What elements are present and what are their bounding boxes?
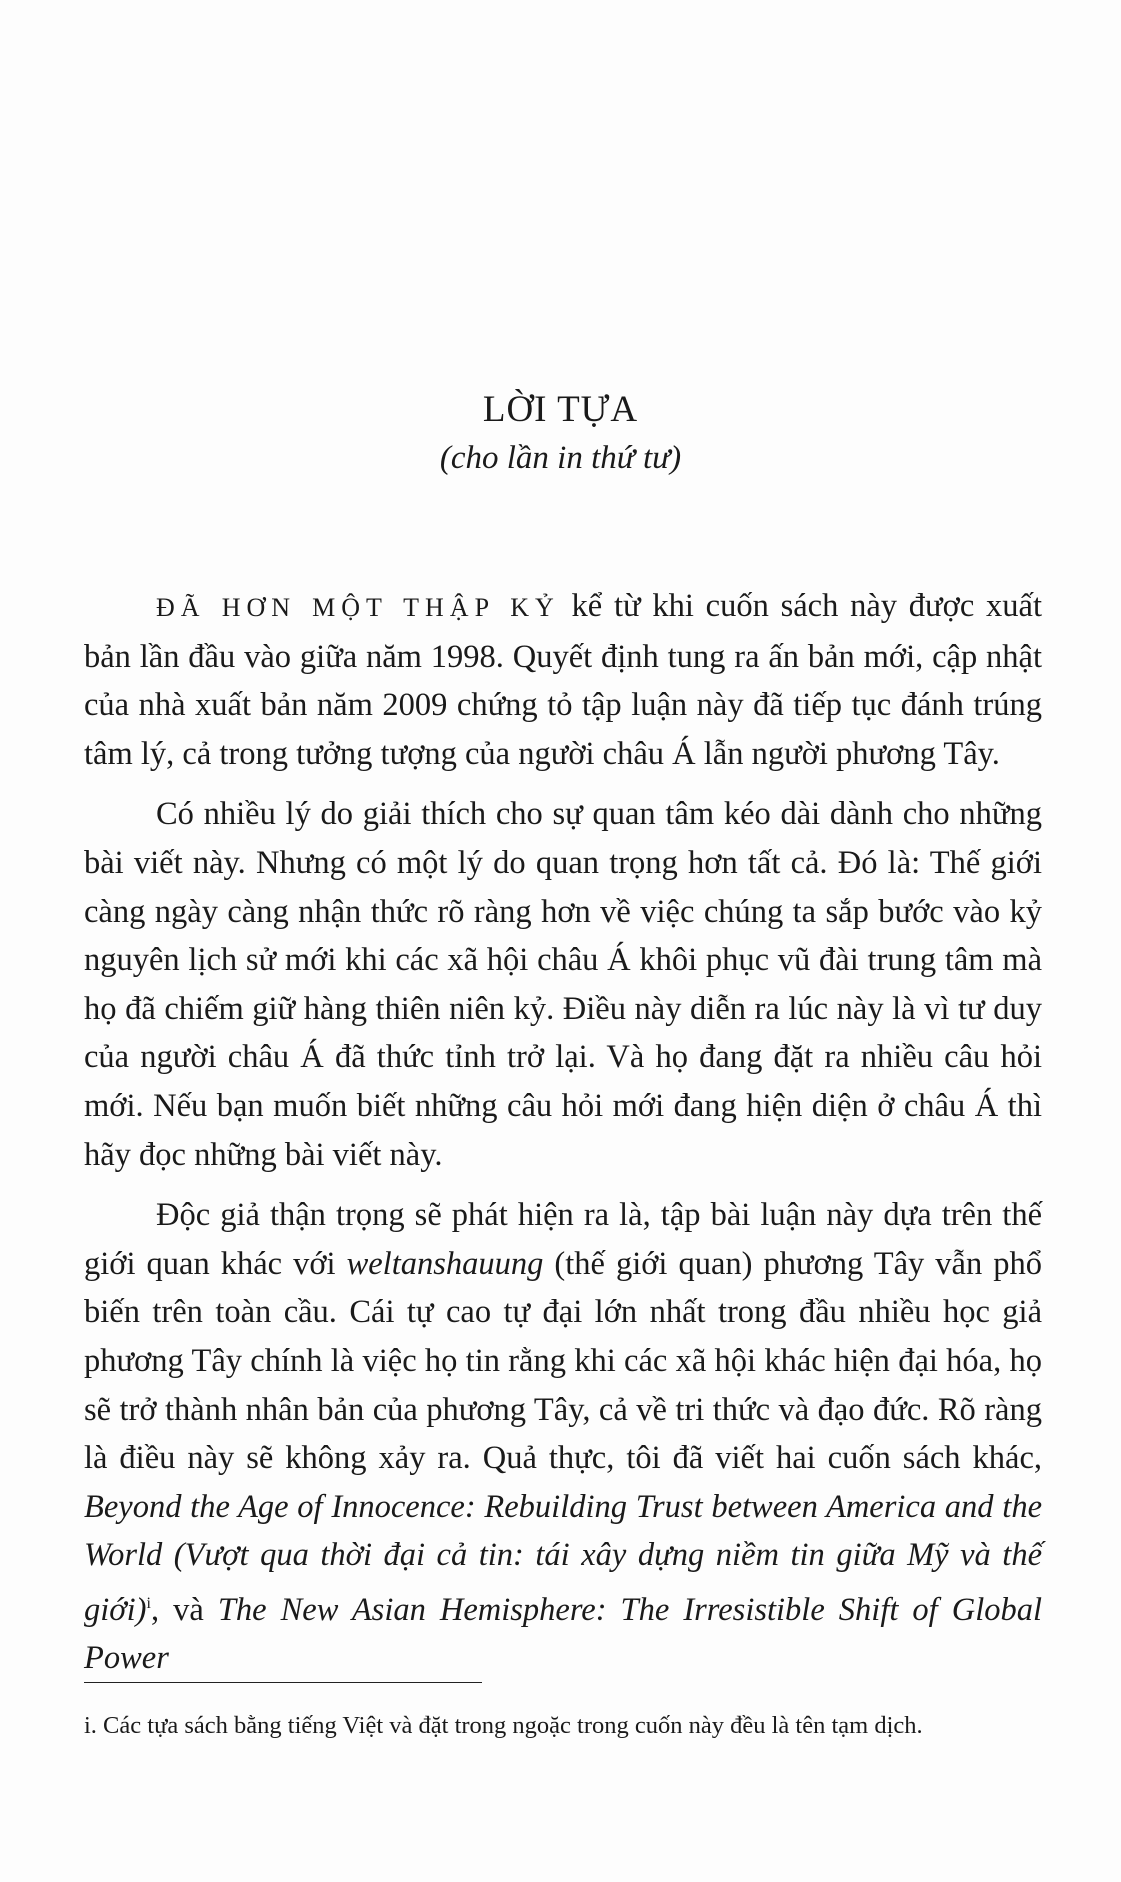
footnote-divider <box>84 1682 482 1683</box>
paragraph-3-term: weltanshauung <box>346 1245 544 1282</box>
body-text <box>84 582 1042 1695</box>
paragraph-3-text-a: Độc giả thận trọng sẽ phát hiện ra là, tập bài luận này dựa trên thế giới quan khác với <box>84 1197 1042 1282</box>
paragraph-1 <box>84 582 1042 778</box>
paragraph-3 <box>84 1191 1042 1683</box>
paragraph-2: Có nhiều lý do giải thích cho sự quan tâm kéo dài dành cho những bài viết này. Nhưng có một lý do quan trọng hơn tất cả. Đó là: Thế giới càng ngày càng nhận thức rõ ràng hơn về việc chúng ta sắp bước vào kỷ nguyên lịch sử mới khi các xã hội châu Á khôi phục vũ đài trung tâm mà họ đã chiếm giữ hàng thiên niên kỷ. Điều này diễn ra lúc này là vì tư duy của người châu Á đã thức tỉnh trở lại. Và họ đang đặt ra nhiều câu hỏi mới. Nếu bạn muốn biết những câu hỏi mới đang hiện diện ở châu Á thì hãy đọc những bài viết này. <box>84 796 1042 1173</box>
footnote-marker: i <box>146 1594 151 1612</box>
paragraph-1-text: kể từ khi cuốn sách này được xuất bản lần đầu vào giữa năm 1998. Quyết định tung ra ấn bản mới, cập nhật của nhà xuất bản năm 2009 chứng tỏ tập luận này đã tiếp tục đánh trúng tâm lý, cả trong tưởng tượng của người châu Á lẫn người phương Tây. <box>84 588 1042 772</box>
page-subtitle: (cho lần in thứ tư) <box>439 440 682 476</box>
paragraph-1-lead: ĐÃ HƠN MỘT THẬP KỶ <box>156 593 560 622</box>
book-title-2: The New Asian Hemisphere: The Irresistible Shift of Global Power <box>84 1591 1043 1677</box>
book-title-1: Beyond the Age of Innocence: Rebuilding Trust between America and the World (Vượt qua thời đại cả tin: tái xây dựng niềm tin giữa Mỹ và thế giới) <box>84 1488 1042 1628</box>
paragraph-3-text-c: , và <box>150 1591 218 1628</box>
footnote: i. Các tựa sách bằng tiếng Việt và đặt trong ngoặc trong cuốn này đều là tên tạm dịch. <box>84 1712 923 1739</box>
paragraph-3-text-b: (thế giới quan) phương Tây vẫn phổ biến trên toàn cầu. Cái tự cao tự đại lớn nhất trong đầu nhiều học giả phương Tây chính là việc họ tin rằng khi các xã hội khác hiện đại hóa, họ sẽ trở thành nhân bản của phương Tây, cả về tri thức và đạo đức. Rõ ràng là điều này sẽ không xảy ra. Quả thực, tôi đã viết hai cuốn sách khác, <box>84 1245 1042 1477</box>
page-title: LỜI TỰA <box>482 389 639 430</box>
